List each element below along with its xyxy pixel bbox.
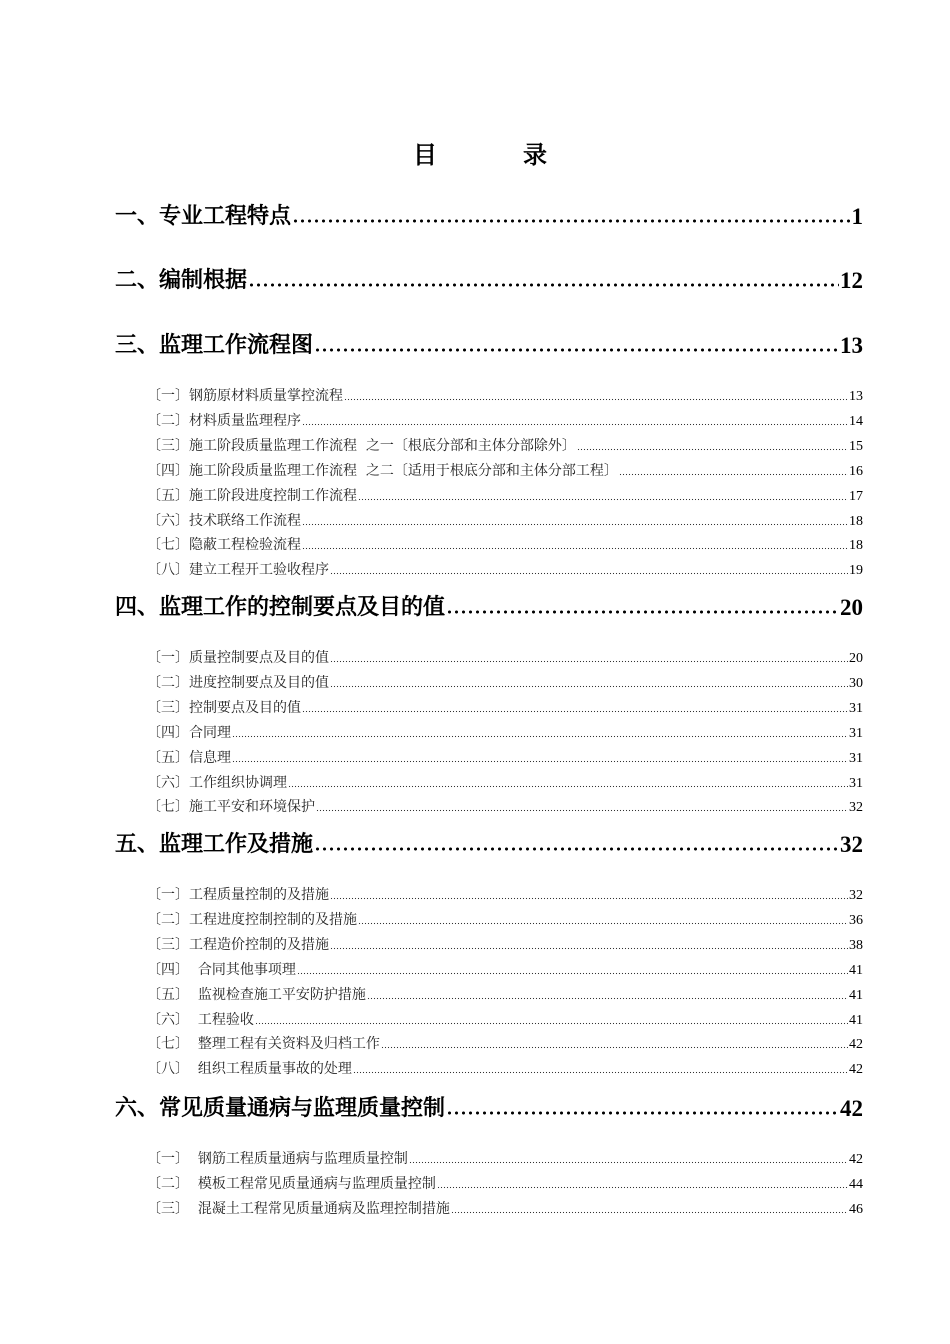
dot-leader: [302, 423, 848, 426]
toc-subsection-entry[interactable]: [147, 510, 863, 530]
toc-subsection-page-number: 42: [849, 1062, 863, 1077]
toc-subsection-page-number: 19: [849, 563, 863, 578]
dot-leader: [330, 660, 848, 663]
toc-subsection-label: 〔七〕隐蔽工程检验流程: [147, 534, 301, 554]
dot-leader: [381, 1046, 848, 1049]
dot-leader: [255, 1022, 848, 1025]
dot-leader: [451, 1211, 848, 1214]
toc-section-page-number: 13: [840, 333, 863, 358]
dot-leader: [358, 922, 848, 925]
dot-leader: [446, 1110, 839, 1116]
toc-section-label: 四、监理工作的控制要点及目的值: [115, 590, 445, 621]
dot-leader: [232, 760, 848, 763]
toc-subsection-page-number: 15: [849, 439, 863, 454]
dot-leader: [358, 498, 848, 501]
toc-section-label: 二、编制根据: [115, 263, 247, 294]
toc-subsection-entry[interactable]: [147, 959, 863, 979]
toc-subsection-page-number: 41: [849, 963, 863, 978]
toc-section-entry[interactable]: [115, 262, 863, 294]
toc-subsection-entry[interactable]: [147, 410, 863, 430]
dot-leader: [619, 473, 848, 476]
toc-subsection-label: 〔二〕进度控制要点及目的值: [147, 672, 329, 692]
dot-leader: [437, 1186, 848, 1189]
toc-subsection-page-number: 31: [849, 726, 863, 741]
dot-leader: [288, 785, 848, 788]
toc-section-page-number: 20: [840, 595, 863, 620]
toc-subsection-label: 〔五〕 监视检查施工平安防护措施: [147, 984, 366, 1004]
toc-subsection-label: 〔八〕 组织工程质量事故的处理: [147, 1058, 352, 1078]
toc-subsection-label: 〔一〕质量控制要点及目的值: [147, 647, 329, 667]
toc-section-page-number: 1: [851, 204, 863, 229]
dot-leader: [353, 1071, 848, 1074]
toc-subsection-entry[interactable]: [147, 909, 863, 929]
toc-subsection-label: 〔四〕合同理: [147, 722, 231, 742]
toc-subsection-page-number: 46: [849, 1202, 863, 1217]
toc-subsection-page-number: 41: [849, 988, 863, 1003]
toc-subsection-label: 〔一〕工程质量控制的及措施: [147, 884, 329, 904]
dot-leader: [577, 448, 848, 451]
toc-subsection-entry[interactable]: [147, 1148, 863, 1168]
toc-subsection-label: 〔四〕施工阶段质量监理工作流程 之二〔适用于根底分部和主体分部工程〕: [147, 460, 618, 480]
toc-subsection-page-number: 31: [849, 701, 863, 716]
toc-subsection-entry[interactable]: [147, 647, 863, 667]
toc-subsection-entry[interactable]: [147, 385, 863, 405]
toc-subsection-label: 〔七〕 整理工程有关资料及归档工作: [147, 1033, 380, 1053]
toc-subsection-label: 〔二〕 模板工程常见质量通病与监理质量控制: [147, 1173, 436, 1193]
toc-subsection-entry[interactable]: [147, 747, 863, 767]
toc-title-left: 目: [413, 140, 437, 169]
toc-subsection-label: 〔三〕 混凝土工程常见质量通病及监理控制措施: [147, 1198, 450, 1218]
toc-subsection-page-number: 31: [849, 751, 863, 766]
toc-subsection-label: 〔七〕施工平安和环境保护: [147, 796, 315, 816]
toc-subsection-page-number: 42: [849, 1152, 863, 1167]
toc-subsection-page-number: 32: [849, 800, 863, 815]
toc-subsection-page-number: 36: [849, 913, 863, 928]
dot-leader: [314, 347, 839, 353]
toc-subsection-page-number: 13: [849, 389, 863, 404]
toc-subsection-page-number: 44: [849, 1177, 863, 1192]
toc-subsection-label: 〔二〕材料质量监理程序: [147, 410, 301, 430]
toc-subsection-page-number: 18: [849, 538, 863, 553]
toc-subsection-page-number: 31: [849, 776, 863, 791]
dot-leader: [314, 846, 839, 852]
toc-subsection-label: 〔八〕建立工程开工验收程序: [147, 559, 329, 579]
toc-subsection-page-number: 17: [849, 489, 863, 504]
dot-leader: [292, 218, 850, 224]
toc-section-label: 三、监理工作流程图: [115, 328, 313, 359]
dot-leader: [302, 523, 848, 526]
toc-subsection-entry[interactable]: [147, 796, 863, 816]
toc-subsection-entry[interactable]: [147, 460, 863, 480]
toc-subsection-entry[interactable]: [147, 559, 863, 579]
toc-subsection-label: 〔一〕钢筋原材料质量掌控流程: [147, 385, 343, 405]
toc-subsection-label: 〔三〕施工阶段质量监理工作流程 之一〔根底分部和主体分部除外〕: [147, 435, 576, 455]
dot-leader: [409, 1161, 848, 1164]
toc-subsection-entry[interactable]: [147, 984, 863, 1004]
toc-subsection-page-number: 20: [849, 651, 863, 666]
toc-subsection-page-number: 41: [849, 1013, 863, 1028]
toc-subsection-entry[interactable]: [147, 884, 863, 904]
dot-leader: [330, 947, 848, 950]
toc-title-right: 录: [523, 140, 547, 169]
dot-leader: [330, 897, 848, 900]
dot-leader: [248, 282, 839, 288]
toc-section-label: 五、监理工作及措施: [115, 827, 313, 858]
toc-section-entry[interactable]: [115, 826, 863, 858]
toc-subsection-label: 〔五〕施工阶段进度控制工作流程: [147, 485, 357, 505]
dot-leader: [330, 572, 848, 575]
toc-subsection-page-number: 14: [849, 414, 863, 429]
toc-subsection-entry[interactable]: [147, 485, 863, 505]
toc-subsection-page-number: 18: [849, 514, 863, 529]
toc-section-label: 六、常见质量通病与监理质量控制: [115, 1091, 445, 1122]
dot-leader: [302, 547, 848, 550]
dot-leader: [316, 809, 848, 812]
dot-leader: [367, 997, 848, 1000]
toc-subsection-label: 〔三〕工程造价控制的及措施: [147, 934, 329, 954]
dot-leader: [446, 609, 839, 615]
toc-section-entry[interactable]: [115, 1090, 863, 1122]
toc-section-page-number: 42: [840, 1096, 863, 1121]
toc-section-entry[interactable]: [115, 589, 863, 621]
toc-subsection-entry[interactable]: [147, 534, 863, 554]
toc-subsection-entry[interactable]: [147, 697, 863, 717]
toc-subsection-entry[interactable]: [147, 1173, 863, 1193]
dot-leader: [297, 972, 848, 975]
toc-subsection-label: 〔二〕工程进度控制控制的及措施: [147, 909, 357, 929]
toc-section-entry[interactable]: [115, 327, 863, 359]
dot-leader: [330, 685, 848, 688]
toc-subsection-label: 〔六〕 工程验收: [147, 1009, 254, 1029]
toc-subsection-page-number: 38: [849, 938, 863, 953]
toc-subsection-page-number: 30: [849, 676, 863, 691]
dot-leader: [344, 398, 848, 401]
toc-section-page-number: 32: [840, 832, 863, 857]
toc-section-page-number: 12: [840, 268, 863, 293]
toc-subsection-entry[interactable]: [147, 435, 863, 455]
toc-subsection-label: 〔一〕 钢筋工程质量通病与监理质量控制: [147, 1148, 408, 1168]
toc-subsection-page-number: 32: [849, 888, 863, 903]
toc-section-label: 一、专业工程特点: [115, 199, 291, 230]
toc-subsection-label: 〔六〕技术联络工作流程: [147, 510, 301, 530]
toc-subsection-entry[interactable]: [147, 1009, 863, 1029]
toc-title: [0, 132, 950, 172]
toc-subsection-entry[interactable]: [147, 1033, 863, 1053]
toc-subsection-entry[interactable]: [147, 1198, 863, 1218]
toc-subsection-entry[interactable]: [147, 772, 863, 792]
toc-subsection-page-number: 42: [849, 1037, 863, 1052]
dot-leader: [302, 710, 848, 713]
toc-subsection-label: 〔三〕控制要点及目的值: [147, 697, 301, 717]
toc-subsection-entry[interactable]: [147, 934, 863, 954]
toc-subsection-label: 〔四〕 合同其他事项理: [147, 959, 296, 979]
toc-subsection-entry[interactable]: [147, 722, 863, 742]
toc-subsection-page-number: 16: [849, 464, 863, 479]
toc-subsection-entry[interactable]: [147, 672, 863, 692]
toc-subsection-label: 〔五〕信息理: [147, 747, 231, 767]
toc-section-entry[interactable]: [115, 198, 863, 230]
toc-subsection-entry[interactable]: [147, 1058, 863, 1078]
toc-subsection-label: 〔六〕工作组织协调理: [147, 772, 287, 792]
dot-leader: [232, 735, 848, 738]
